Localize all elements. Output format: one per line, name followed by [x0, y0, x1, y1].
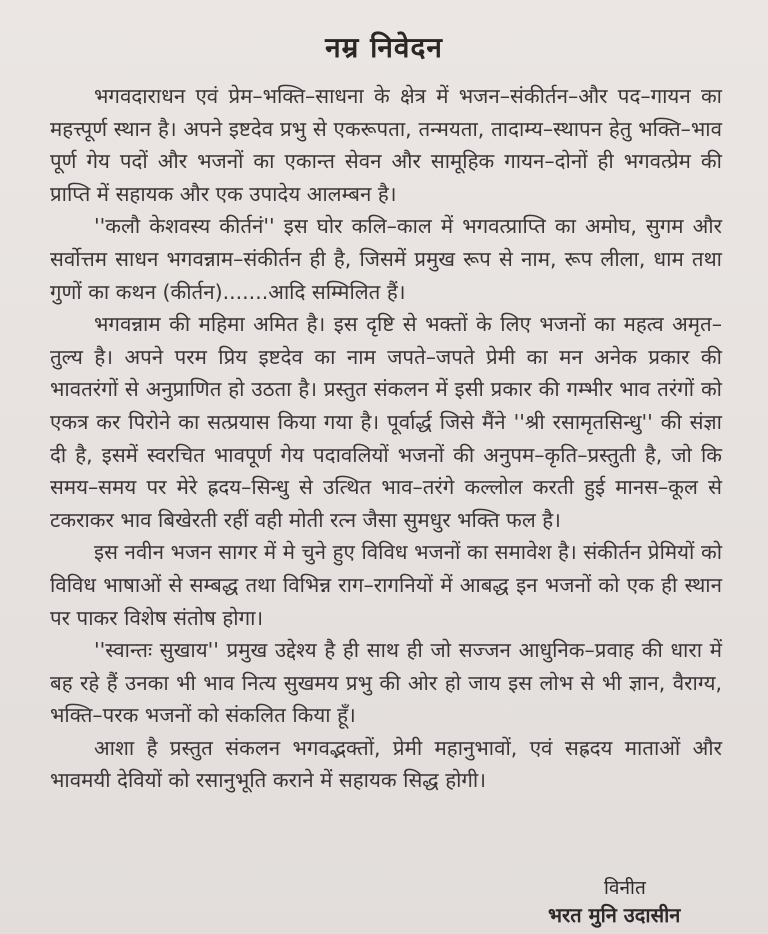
paragraph-2: ''कलौ केशवस्य कीर्तनं'' इस घोर कलि–काल में भगवत्प्राप्ति का अमोघ, सुगम और सर्वोत्तम साधन भगवन्नाम–संकीर्तन ही है, जिसमें प्रमुख रूप से नाम, रूप लीला, धाम तथा गुणों का कथन (कीर्तन).......आदि सम्मिलित हैं।	[50, 214, 722, 304]
page-title: नम्र निवेदन	[325, 31, 443, 64]
author-signature: भरत मुनि उदासीन	[548, 903, 681, 927]
paragraph-3: भगवन्नाम की महिमा अमित है। इस दृष्टि से भक्तों के लिए भजनों का महत्व अमृत–तुल्य है। अपने परम प्रिय इष्टदेव का नाम जपते–जपते प्रेमी का मन अनेक प्रकार की भावतरंगों से अनुप्राणित हो उठता है। प्रस्तुत संकलन में इसी प्रकार की गम्भीर भाव तरंगों को एकत्र कर पिरोने का सत्प्रयास किया गया है। पूर्वार्द्ध जिसे मैंने ''श्री रसामृतसिन्धु'' की संज्ञा दी है, इसमें स्वरचित भावपूर्ण गेय पदावलियों भजनों की अनुपम–कृति–प्रस्तुती है, जो कि समय–समय पर मेरे ह्रदय–सिन्धु से उत्थित भाव–तरंगे कल्लोल करती हुई मानस–कूल से टकराकर भाव बिखेरती रहीं वही मोती रत्न जैसा सुमधुर भक्ति फल है।	[50, 312, 722, 532]
paragraph-1: भगवदाराधन एवं प्रेम–भक्ति–साधना के क्षेत्र में भजन–संकीर्तन–और पद–गायन का महत्त्पूर्ण स्थान है। अपने इष्टदेव प्रभु से एकरूपता, तन्मयता, तादाम्य–स्थापन हेतु भक्ति–भाव पूर्ण गेय पदों और भजनों का एकान्त सेवन और सामूहिक गायन–दोनों ही भगवत्प्रेम की प्राप्ति में सहायक और एक उपादेय आलम्बन है।	[50, 84, 722, 206]
closing-salutation: विनीत	[604, 877, 646, 899]
paragraph-4: इस नवीन भजन सागर में मे चुने हुए विविध भजनों का समावेश है। संकीर्तन प्रेमियों को विविध भाषाओं से सम्बद्ध तथा विभिन्न राग–रागनियों में आबद्ध इन भजनों को एक ही स्थान पर पाकर विशेष संतोष होगा।	[50, 540, 722, 630]
paragraph-5: ''स्वान्तः सुखाय'' प्रमुख उद्देश्य है ही साथ ही जो सज्जन आधुनिक–प्रवाह की धारा में बह रहे हैं उनका भी भाव नित्य सुखमय प्रभु की ओर हो जाय इस लोभ से भी ज्ञान, वैराग्य, भक्ति–परक भजनों को संकलित किया हूँ।	[50, 638, 722, 728]
paragraph-6: आशा है प्रस्तुत संकलन भगवद्भक्तों, प्रेमी महानुभावों, एवं सह्रदय माताओं और भावमयी देवियों को रसानुभूति कराने में सहायक सिद्ध होगी।	[50, 735, 722, 793]
preface-body	[50, 80, 722, 797]
